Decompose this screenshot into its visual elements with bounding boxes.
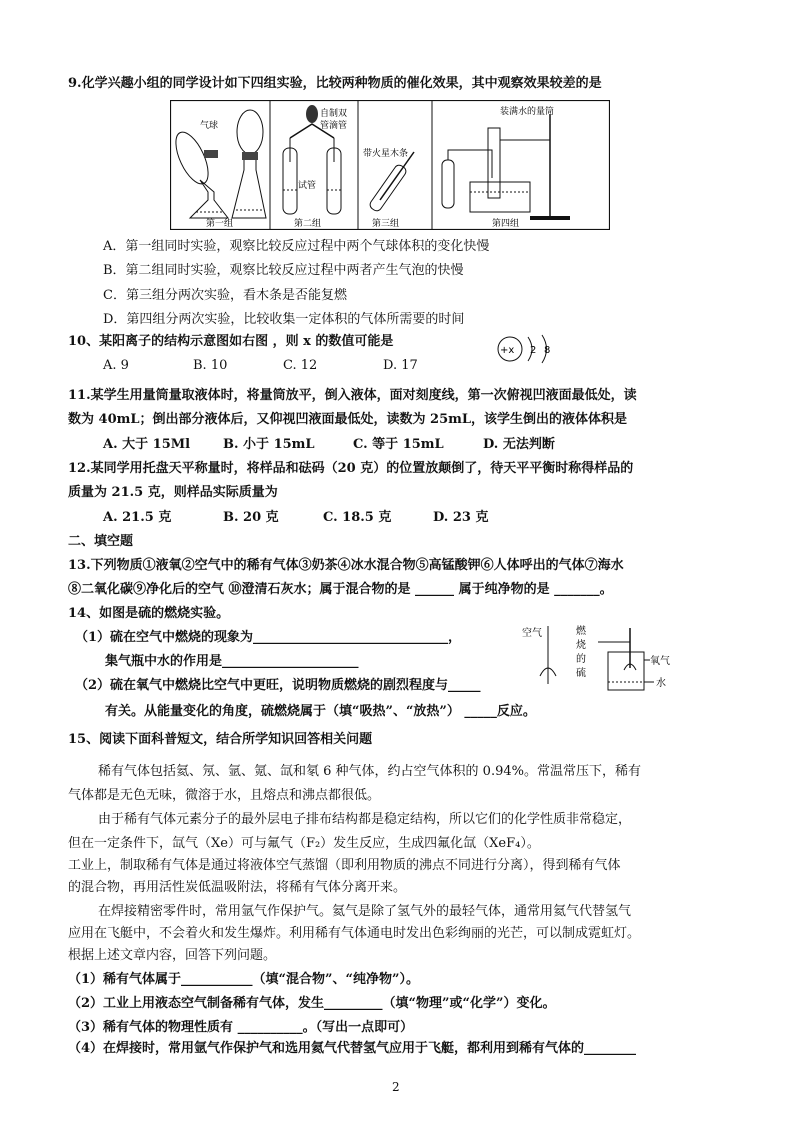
label-balloon: 气球	[200, 121, 219, 131]
sulfur-burning-figure	[520, 620, 680, 700]
q10-option-a: A. 9	[103, 358, 129, 373]
caption-group4: 第四组	[492, 219, 520, 229]
q12-line1: 12.某同学用托盘天平称量时，将样品和砝码（20 克）的位置放颠倒了，待天平平衡时称得样品的	[68, 461, 634, 476]
q9-option-d: D．第四组分两次实验，比较收集一定体积的气体所需要的时间	[103, 312, 465, 327]
q11-options	[103, 436, 555, 454]
label-splint: 带火星木条	[363, 149, 409, 159]
q15-subq1: （1）稀有气体属于___________（填“混合物”、“纯净物”）。	[68, 972, 419, 987]
q11-option-b: B. 小于 15mL	[223, 437, 315, 452]
label-oxygen: 氧气	[650, 656, 670, 667]
page-number: 2	[392, 1080, 400, 1094]
q10-options	[103, 357, 418, 375]
q11-option-a: A. 大于 15Ml	[103, 437, 191, 452]
q15-para2-line2: 但在一定条件下，氙气（Xe）可与氟气（F₂）发生反应，生成四氟化氙（XeF₄）。	[68, 836, 540, 851]
q15-para5: 根据上述文章内容，回答下列问题。	[68, 948, 277, 963]
q12-option-b: B. 20 克	[223, 510, 279, 525]
q9-option-b: B．第二组同时实验，观察比较反应过程中两者产生气泡的快慢	[103, 263, 464, 278]
label-water: 水	[656, 678, 666, 689]
label-cylinder: 装满水的量筒	[500, 107, 555, 117]
ion-shell-2: 8	[544, 345, 551, 356]
q9-figure	[170, 100, 610, 230]
q14-sub2: （2）硫在氧气中燃烧比空气中更旺，说明物质燃烧的剧烈程度与_____	[75, 678, 481, 693]
q15-para2-line1: 由于稀有气体元素分子的最外层电子排布结构都是稳定结构，所以它们的化学性质非常稳定，	[98, 812, 632, 827]
q15-stem: 15、阅读下面科普短文，结合所学知识回答相关问题	[68, 732, 373, 747]
q15-para3-line1: 工业上，制取稀有气体是通过将液体空气蒸馏（即利用物质的沸点不同进行分离），得到稀有气体	[68, 858, 621, 873]
q15-para3-line2: 的混合物，再用活性炭低温吸附法，将稀有气体分离开来。	[68, 880, 407, 895]
label-tube: 试管	[298, 181, 317, 191]
q11-line2: 数为 40mL；倒出部分液体后，又仰视凹液面最低处，读数为 25mL，该学生倒出的液体体积是	[68, 412, 628, 427]
q15-para1-line2: 气体都是无色无味，微溶于水，且熔点和沸点都很低。	[68, 788, 381, 803]
q15-subq4: （4）在焊接时，常用氩气作保护气和选用氦气代替氢气应用于飞艇，都利用到稀有气体的________	[68, 1041, 637, 1056]
q9-option-c: C．第三组分两次实验，看木条是否能复燃	[103, 288, 347, 303]
label-burning: 燃	[576, 626, 586, 637]
q12-option-d: D. 23 克	[433, 510, 489, 525]
label-burning-3: 的	[576, 654, 586, 665]
flask-balloon-1	[170, 128, 228, 218]
flask-balloon-2	[232, 110, 266, 218]
q15-para4-line2: 应用在飞艇中，不会着火和发生爆炸。利用稀有气体通电时发出色彩绚丽的光芒，可以制成霓虹灯。	[68, 926, 641, 941]
q14-sub2-energy: 有关。从能量变化的角度，硫燃烧属于（填“吸热”、“放热”） _____反应。	[105, 704, 536, 719]
q15-subq2: （2）工业上用液态空气制备稀有气体，发生_________（填“物理”或“化学”）变化。	[68, 996, 556, 1011]
label-dropper-2: 管滴管	[320, 121, 348, 131]
q15-para4-line1: 在焊接精密零件时，常用氩气作保护气。氦气是除了氢气外的最轻气体，通常用氦气代替氢气	[98, 904, 632, 919]
q11-option-d: D. 无法判断	[483, 437, 555, 452]
q14-sub1: （1）硫在空气中燃烧的现象为______________________________，	[75, 630, 462, 645]
q11-line1: 11.某学生用量筒量取液体时，将量筒放平，倒入液体，面对刻度线，第一次俯视凹液面最低处，读	[68, 388, 637, 403]
caption-group2: 第二组	[294, 219, 322, 229]
q14-sub1-water: 集气瓶中水的作用是_____________________	[105, 654, 359, 669]
label-air: 空气	[522, 628, 542, 639]
q11-option-c: C. 等于 15mL	[353, 437, 444, 452]
q10-stem: 10、某阳离子的结构示意图如右图 ，则 x 的数值可能是	[68, 334, 394, 349]
q13-line2: ⑧二氧化碳⑨净化后的空气 ⑩澄清石灰水；属于混合物的是 ______ 属于纯净物的是 _______。	[68, 582, 613, 597]
q15-para1-line1: 稀有气体包括氦、氖、氩、氪、氙和氡 6 种气体，约占空气体积的 0.94%。常温常压下，稀有	[98, 764, 641, 779]
label-dropper: 自制双	[320, 109, 348, 119]
q10-option-b: B. 10	[193, 358, 228, 373]
gas-collection-apparatus	[442, 114, 570, 220]
q12-option-c: C. 18.5 克	[323, 510, 392, 525]
label-burning-2: 烧	[576, 640, 586, 651]
section-title: 二、填空题	[68, 534, 134, 549]
q10-option-c: C. 12	[283, 358, 318, 373]
ion-shell-1: 2	[530, 345, 537, 356]
q9-option-a: A．第一组同时实验，观察比较反应过程中两个气球体积的变化快慢	[103, 239, 490, 254]
q12-line2: 质量为 21.5 克，则样品实际质量为	[68, 485, 278, 500]
q12-options	[103, 509, 488, 527]
q15-subq3: （3）稀有气体的物理性质有 __________。（写出一点即可）	[68, 1020, 414, 1035]
label-burning-4: 硫	[576, 668, 586, 679]
splint-tube	[368, 152, 414, 213]
q14-stem: 14、如图是硫的燃烧实验。	[68, 606, 230, 621]
q9-stem: 9.化学兴趣小组的同学设计如下四组实验，比较两种物质的催化效果，其中观察效果较差的是	[68, 76, 602, 91]
q13-line1: 13.下列物质①液氧②空气中的稀有气体③奶茶④冰水混合物⑤高锰酸钾⑥人体呼出的气体⑦海水	[68, 558, 624, 573]
q10-option-d: D. 17	[383, 358, 418, 373]
caption-group1: 第一组	[206, 219, 234, 229]
q12-option-a: A. 21.5 克	[103, 510, 172, 525]
ion-structure-diagram	[494, 332, 574, 366]
caption-group3: 第三组	[372, 219, 400, 229]
ion-nucleus-label: +x	[500, 345, 515, 356]
